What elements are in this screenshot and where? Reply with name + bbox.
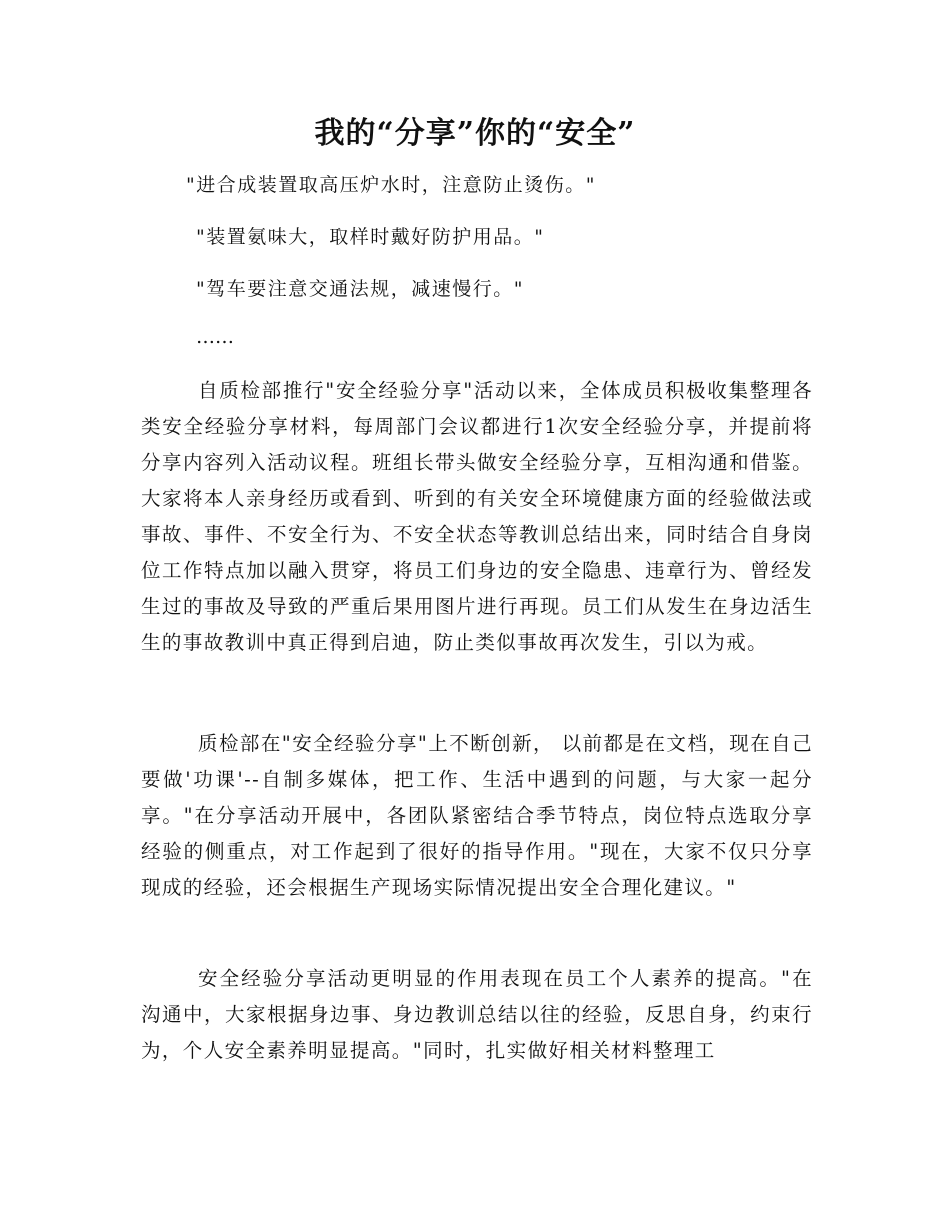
quote-line-2: "装置氨味大，取样时戴好防护用品。" — [196, 226, 545, 248]
body-paragraph-1: 自质检部推行"安全经验分享"活动以来，全体成员积极收集整理各类安全经验分享材料，每周部门会议都进行1次安全经验分享，并提前将分享内容列入活动议程。班组长带头做安全经验分享，互相沟通和借鉴。大家将本人亲身经历或看到、听到的有关安全环境健康方面的经验做法或事故、事件、不安全行为、不安全状态等教训总结出来，同时结合自身岗位工作特点加以融入贯穿，将员工们身边的安全隐患、违章行为、曾经发生过的事故及导致的严重后果用图片进行再现。员工们从发生在身边活生生的事故教训中真正得到启迪，防止类似事故再次发生，引以为戒。 — [141, 379, 813, 654]
body-paragraph-2: 质检部在"安全经验分享"上不断创新， 以前都是在文档，现在自己要做'功课'--自制多媒体，把工作、生活中遇到的问题，与大家一起分享。"在分享活动开展中，各团队紧密结合季节特点，岗位特点选取分享经验的侧重点，对工作起到了很好的指导作用。"现在，大家不仅只分享现成的经验，还会根据生产现场实际情况提出安全合理化建议。" — [141, 732, 813, 899]
document-title: 我的“分享”你的“安全” — [314, 116, 636, 151]
quote-line-3: "驾车要注意交通法规，减速慢行。" — [196, 278, 524, 300]
body-paragraph-3: 安全经验分享活动更明显的作用表现在员工个人素养的提高。"在沟通中，大家根据身边事、身边教训总结以往的经验，反思自身，约束行为，个人安全素养明显提高。"同时，扎实做好相关材料整理工 — [141, 967, 813, 1062]
quote-line-1: "进合成装置取高压炉水时，注意防止烫伤。" — [186, 174, 596, 196]
ellipsis-line: …… — [196, 326, 234, 348]
